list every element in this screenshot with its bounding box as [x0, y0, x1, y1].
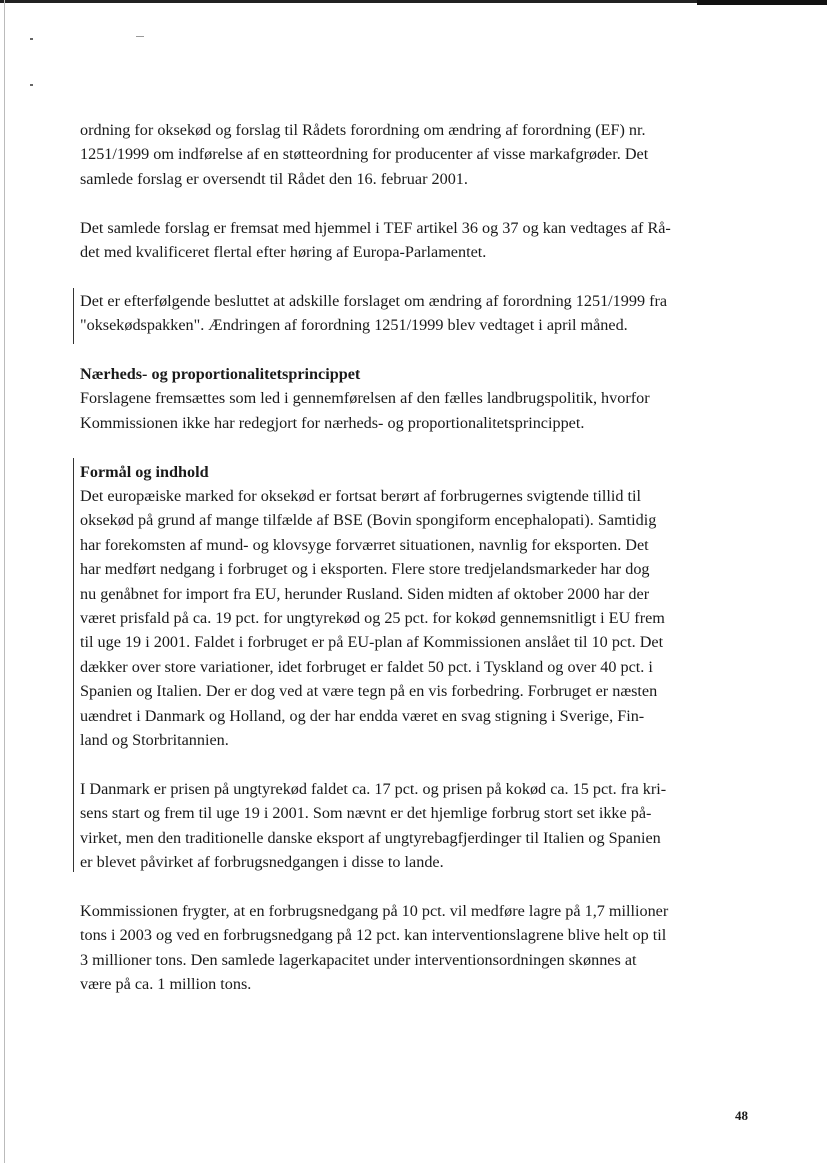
scan-left-edge — [4, 0, 5, 1163]
scan-speck — [30, 38, 33, 40]
text-line: Kommissionen frygter, at en forbrugsnedgang på 10 pct. vil medføre lagre på 1,7 millioner — [80, 901, 669, 920]
text-line: virket, men den traditionelle danske eksport af ungtyrebagfjerdinger til Italien og Spanien — [80, 828, 661, 847]
text-line: land og Storbritannien. — [80, 731, 229, 750]
text-line: har medført nedgang i forbruget og i eksporten. Flere store tredjelandsmarkeder har dog — [80, 560, 650, 579]
text-line: Det er efterfølgende besluttet at adskille forslaget om ændring af forordning 1251/1999 fra — [80, 291, 668, 310]
text-line: være på ca. 1 million tons. — [80, 975, 252, 994]
text-line: det med kvalificeret flertal efter høring af Europa-Parlamentet. — [80, 243, 487, 262]
scan-speck — [136, 36, 144, 37]
text-line: Spanien og Italien. Der er dog ved at være tegn på en vis forbedring. Forbruget er næsten — [80, 682, 658, 701]
text-line: samlede forslag er oversendt til Rådet den 16. februar 2001. — [80, 169, 468, 188]
text-line: 3 millioner tons. Den samlede lagerkapacitet under interventionsordningen skønnes at — [80, 950, 637, 969]
paragraph-intro — [80, 118, 752, 191]
text-line: tons i 2003 og ved en forbrugsnedgang på 12 pct. kan interventionslagrene blive helt op til — [80, 926, 667, 945]
text-line: været prisfald på ca. 19 pct. for ungtyrekød og 25 pct. for kokød gennemsnitligt i EU frem — [80, 609, 665, 628]
top-rule-heavy — [697, 0, 827, 5]
text-line: har forekomsten af mund- og klovsyge forværret situationen, navnlig for eksporten. Det — [80, 535, 649, 554]
change-bar-separation — [73, 288, 74, 344]
text-line: Kommissionen ikke har redegjort for nærheds- og proportionalitetsprincippet. — [80, 413, 585, 432]
change-bar-purpose — [73, 458, 74, 872]
text-line: "oksekødspakken". Ændringen af forordning 1251/1999 blev vedtaget i april måned. — [80, 316, 628, 335]
text-line: uændret i Danmark og Holland, og der har endda været en svag stigning i Sverige, Fin- — [80, 706, 645, 725]
page-number: 48 — [735, 1108, 748, 1123]
text-line: Det samlede forslag er fremsat med hjemmel i TEF artikel 36 og 37 og kan vedtages af Rå- — [80, 218, 671, 237]
text-line: Forslagene fremsættes som led i gennemførelsen af den fælles landbrugspolitik, hvorfor — [80, 389, 650, 408]
paragraph-purpose — [80, 484, 752, 752]
section-heading-purpose: Formål og indhold — [80, 462, 209, 481]
text-line: er blevet påvirket af forbrugsnedgangen i disse to lande. — [80, 853, 444, 872]
section-heading-subsidiarity: Nærheds- og proportionalitetsprincippet — [80, 365, 361, 384]
text-line: Det europæiske marked for oksekød er fortsat berørt af forbrugernes svigtende tillid til — [80, 487, 641, 506]
text-line: oksekød på grund af mange tilfælde af BSE (Bovin spongiform encephalopati). Samtidig — [80, 511, 657, 530]
text-line: dækker over store variationer, idet forbruget er faldet 50 pct. i Tyskland og over 40 pct. i — [80, 657, 653, 676]
text-line: sens start og frem til uge 19 i 2001. Som nævnt er det hjemlige forbrug stort set ikke på- — [80, 804, 652, 823]
text-line: ordning for oksekød og forslag til Rådets forordning om ændring af forordning (EF) nr. — [80, 121, 646, 139]
paragraph-legal-basis — [80, 216, 752, 265]
text-line: I Danmark er prisen på ungtyrekød faldet ca. 17 pct. og prisen på kokød ca. 15 pct. fra kri- — [80, 779, 667, 798]
scan-speck — [30, 84, 33, 86]
document-body — [80, 118, 752, 997]
paragraph-commission — [80, 899, 752, 997]
paragraph-subsidiarity — [80, 386, 752, 435]
text-line: til uge 19 i 2001. Faldet i forbruget er på EU-plan af Kommissionen anslået til 10 pct. Det — [80, 633, 664, 652]
text-line: 1251/1999 om indførelse af en støtteordning for producenter af visse markafgrøder. Det — [80, 145, 649, 164]
text-line: nu genåbnet for import fra EU, herunder Rusland. Siden midten af oktober 2000 har der — [80, 584, 650, 603]
paragraph-separation — [80, 289, 752, 338]
paragraph-denmark — [80, 777, 752, 875]
